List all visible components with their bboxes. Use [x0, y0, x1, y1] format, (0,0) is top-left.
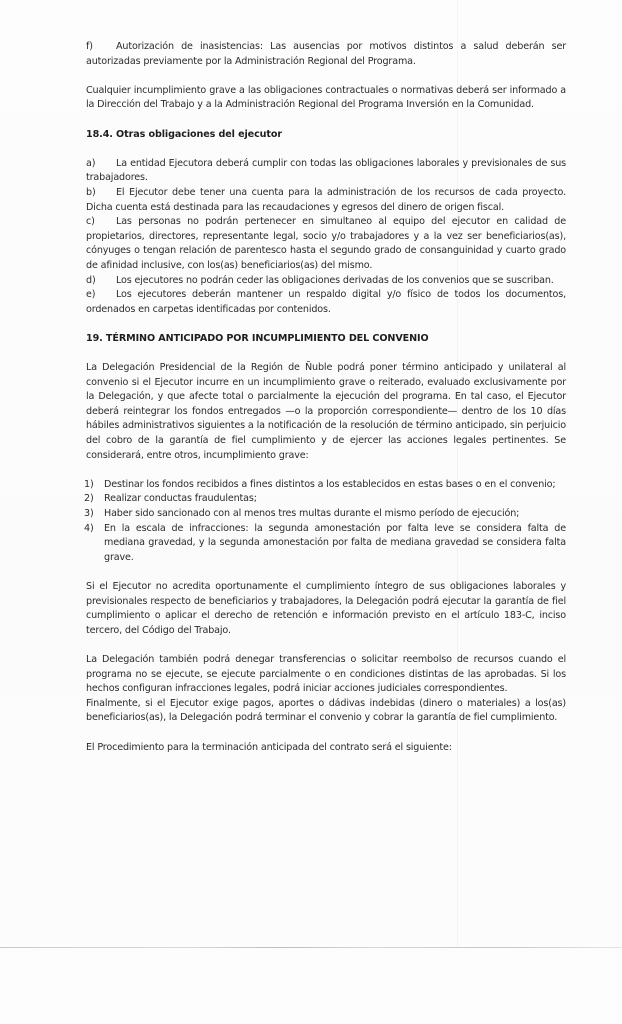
document-body — [86, 40, 566, 755]
item-text: Haber sido sancionado con al menos tres multas durante el mismo período de ejecución; — [104, 508, 520, 519]
list-item — [86, 522, 566, 566]
grave-infractions-list — [86, 478, 566, 566]
item-label: e) — [86, 289, 96, 301]
list-item — [86, 492, 566, 507]
item-text: Los ejecutores deberán mantener un respaldo digital y/o físico de todos los documentos, ordenados en carpetas identificadas por contenidos. — [86, 289, 566, 315]
section-18-4-items — [86, 157, 566, 318]
section-19-title: 19. TÉRMINO ANTICIPADO POR INCUMPLIMIENTO DEL CONVENIO — [86, 332, 429, 344]
item-number: 2) — [84, 493, 94, 505]
list-item — [86, 288, 566, 317]
item-number: 3) — [84, 508, 94, 519]
section-19-intro: La Delegación Presidencial de la Región de Ñuble podrá poner término anticipado y unilateral al convenio si el Ejecutor incurre en un incumplimiento grave o reiterado, evaluado exclusivamente por la Delegación, y que afecte total o parcialmente la ejecución del programa. En tal caso, el Ejecutor deberá reintegrar los fondos entregados —o la proporción correspondiente— dentro de los 10 días hábiles administrativos siguientes a la notificación de la resolución de término anticipado, sin perjuicio del cobro de la garantía de fiel cumplimiento y de ejercer las acciones legales pertinentes. Se considerará, entre otros, incumplimiento grave: — [86, 362, 566, 461]
item-number: 4) — [84, 522, 94, 534]
item-label: b) — [86, 186, 96, 198]
item-text: El Ejecutor debe tener una cuenta para la administración de los recursos de cada proyecto. Dicha cuenta está destinada para las recaudaciones y egresos del dinero de origen fiscal. — [86, 186, 566, 213]
paragraph-garantia: Si el Ejecutor no acredita oportunamente el cumplimiento íntegro de sus obligaciones laborales y previsionales respecto de beneficiarios y trabajadores, la Delegación podrá ejecutar la garantía de fiel cumplimiento o aplicar el derecho de retención e información previsto en el artículo 183-C, inciso tercero, del Código del Trabajo. — [86, 580, 566, 636]
page-fold-line — [0, 947, 622, 948]
item-f — [86, 40, 566, 69]
list-item — [86, 274, 566, 289]
paragraph-transferencias: La Delegación también podrá denegar transferencias o solicitar reembolso de recursos cuando el programa no se ejecute, se ejecute parcialmente o en condiciones distintas de las aprobadas. Si los hechos configuran infracciones legales, podrá iniciar acciones judiciales correspondientes. — [86, 653, 566, 695]
section-18-4-title: 18.4. Otras obligaciones del ejecutor — [86, 128, 283, 140]
item-text: En la escala de infracciones: la segunda amonestación por falta leve se considera falta de mediana gravedad, y la segunda amonestación por falta de mediana gravedad se considera falta grave. — [104, 522, 566, 563]
item-label: c) — [86, 216, 95, 228]
item-label: d) — [86, 274, 96, 286]
paragraph-procedimiento: El Procedimiento para la terminación anticipada del contrato será el siguiente: — [86, 741, 452, 753]
list-item — [86, 157, 566, 186]
list-item — [86, 186, 566, 215]
list-item — [86, 215, 566, 273]
paragraph-finalmente: Finalmente, si el Ejecutor exige pagos, aportes o dádivas indebidas (dinero o materiales) a los(as) beneficiarios(as), la Delegación podrá terminar el convenio y cobrar la garantía de fiel cumplimiento. — [86, 697, 566, 724]
item-number: 1) — [84, 478, 94, 490]
item-text: Los ejecutores no podrán ceder las obligaciones derivadas de los convenios que se suscriban. — [116, 274, 554, 286]
item-text: Autorización de inasistencias: Las ausencias por motivos distintos a salud deberán ser autorizadas previamente por la Administración Regional del Programa. — [86, 41, 566, 67]
list-item — [86, 478, 566, 493]
item-label: f) — [86, 41, 93, 52]
item-text: Las personas no podrán pertenecer en simultaneo al equipo del ejecutor en calidad de propietarios, directores, representante legal, socio y/o trabajadores y a la vez ser beneficiarios(as), cónyuges o tengan relación de parentesco hasta el segundo grado de consanguinidad y cuarto grado de afinidad inclusive, con los(as) beneficiarios(as) del mismo. — [86, 216, 566, 271]
item-text: La entidad Ejecutora deberá cumplir con todas las obligaciones laborales y previsionales de sus trabajadores. — [86, 157, 566, 184]
item-label: a) — [86, 157, 96, 169]
item-text: Realizar conductas fraudulentas; — [104, 493, 257, 505]
paragraph-incumplimiento: Cualquier incumplimiento grave a las obligaciones contractuales o normativas deberá ser informado a la Dirección del Trabajo y a la Administración Regional del Programa Inversión en la Comunidad. — [86, 84, 566, 111]
item-text: Destinar los fondos recibidos a fines distintos a los establecidos en estas bases o en el convenio; — [104, 478, 556, 490]
list-item — [86, 507, 566, 522]
